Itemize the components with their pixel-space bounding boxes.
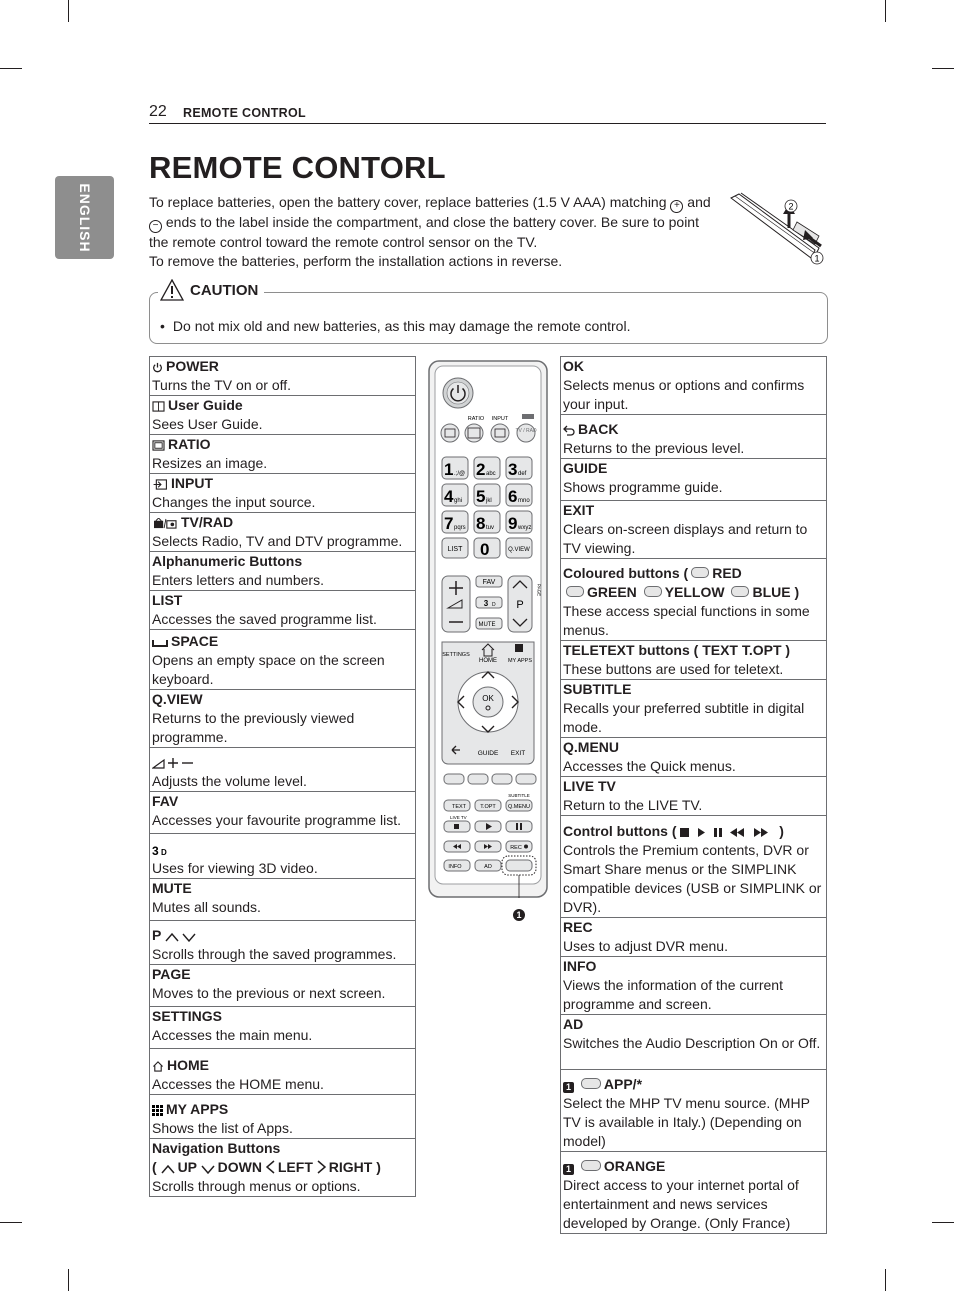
row-title: Control buttons ( — [563, 823, 677, 839]
nav-down-label: DOWN — [217, 1159, 262, 1175]
svg-text:D: D — [492, 602, 496, 608]
row-desc: Returns to the previously viewed programme. — [152, 710, 355, 745]
battery-cover-illustration — [727, 192, 827, 266]
row-title: P — [152, 927, 162, 943]
table-row — [561, 957, 827, 1015]
remote-key-letters: abc — [486, 471, 496, 477]
table-row — [150, 396, 416, 435]
table-row — [561, 641, 827, 680]
table-row — [150, 921, 416, 965]
row-desc: Resizes an image. — [152, 455, 268, 471]
table-row: Control buttons ( ) Controls the Premium contents, DVR or Smart Share menus or the SIMPLINK compatible devices (USB or SIMPLINK or DVR). — [561, 816, 827, 918]
remote-label-rec: REC — [510, 845, 522, 851]
remote-label-exit: EXIT — [510, 750, 526, 757]
row-title: POWER — [166, 358, 219, 374]
row-desc: Accesses the main menu. — [152, 1027, 313, 1043]
power-icon — [152, 362, 163, 373]
table-row — [561, 1015, 827, 1070]
remote-label-mute: MUTE — [478, 622, 496, 628]
row-desc: Selects Radio, TV and DTV programme. — [152, 533, 403, 549]
remote-label-myapps: MY APPS — [507, 658, 533, 664]
table-row — [561, 559, 827, 641]
row-desc: Enters letters and numbers. — [152, 572, 324, 588]
remote-control-illustration — [428, 360, 548, 898]
back-arrow-icon — [563, 425, 575, 436]
row-desc: Views the information of the current programme and screen. — [563, 977, 783, 1012]
row-desc: Sees User Guide. — [152, 416, 263, 432]
note-marker: 1 — [563, 1164, 574, 1175]
yellow-label: YELLOW — [664, 584, 725, 600]
table-row — [150, 552, 416, 591]
crop-mark — [885, 1269, 886, 1291]
remote-label-guide: GUIDE — [477, 750, 499, 757]
tv-radio-icon — [152, 518, 178, 529]
remote-label-ad: AD — [484, 864, 492, 870]
table-row — [150, 1049, 416, 1095]
chevron-left-icon — [266, 1160, 275, 1174]
row-title: SPACE — [171, 633, 219, 649]
intro-paragraph: To remove the batteries, perform the installation actions in reverse. — [149, 253, 563, 269]
table-row — [561, 415, 827, 459]
book-icon — [152, 401, 165, 412]
remote-key-letters: pqrs — [454, 525, 466, 531]
blue-label: BLUE ) — [752, 584, 800, 600]
remote-key-digit: 3 — [508, 460, 518, 479]
intro-text-part: and — [683, 194, 711, 210]
row-desc: Turns the TV on or off. — [152, 377, 292, 393]
row-desc: Returns to the previous level. — [563, 440, 745, 456]
svg-text:3: 3 — [483, 599, 489, 608]
row-title: LIVE TV — [563, 778, 616, 794]
remote-label-tvrad: TV / RAD — [515, 428, 537, 434]
remote-key-letters: mno — [518, 498, 530, 504]
input-icon — [152, 479, 168, 490]
nav-buttons-line: ( UP DOWN LEFT RIGHT ) — [152, 1159, 381, 1175]
table-row — [150, 357, 416, 396]
row-desc: Opens an empty space on the screen keyboard. — [152, 652, 385, 687]
row-desc: Shows the list of Apps. — [152, 1120, 293, 1136]
remote-label-page: PAGE — [536, 583, 542, 597]
row-desc: Select the MHP TV menu source. (MHP TV is available in Italy.) (Depending on model) — [563, 1095, 810, 1149]
row-title: INFO — [563, 958, 597, 974]
row-title: APP/ — [603, 1076, 637, 1092]
row-desc: Scrolls through menus or options. — [152, 1178, 361, 1194]
green-label: GREEN — [587, 584, 637, 600]
row-desc: Uses to adjust DVR menu. — [563, 938, 728, 954]
red-button-icon — [691, 567, 709, 578]
row-title: EXIT — [563, 502, 595, 518]
minus-icon: − — [149, 220, 162, 233]
row-desc: Changes the input source. — [152, 494, 316, 510]
language-label: ENGLISH — [76, 182, 93, 253]
intro-paragraph — [149, 193, 714, 252]
ratio-icon — [152, 440, 165, 451]
remote-key-letters: jkl — [486, 498, 492, 504]
remote-key-letters: .;/@ — [454, 471, 466, 477]
table-row — [150, 1007, 416, 1049]
remote-label-topt: T.OPT — [480, 804, 496, 810]
remote-key-digit: 6 — [508, 487, 518, 506]
remote-label-fav: FAV — [482, 579, 496, 586]
row-desc: Moves to the previous or next screen. — [152, 985, 386, 1001]
remote-label-info: INFO — [448, 864, 462, 870]
figure-label-1: 1 — [814, 253, 820, 264]
intro-text-part: ends to the label inside the compartment, and close the battery cover. Be sure to point the remote control toward the remote control sensor on the TV. — [149, 214, 699, 250]
note-marker: 1 — [563, 1082, 574, 1093]
remote-key-digit: 9 — [508, 514, 518, 533]
row-title: GUIDE — [563, 460, 608, 476]
right-function-table — [560, 356, 827, 1234]
remote-key-digit: 4 — [444, 487, 454, 506]
remote-label-ok: OK — [482, 694, 494, 703]
playback-controls-icon — [680, 827, 772, 838]
warning-triangle-icon — [160, 279, 184, 301]
nav-right-label: RIGHT — [328, 1159, 373, 1175]
row-desc: Accesses your favourite programme list. — [152, 812, 401, 828]
remote-key-digit: 8 — [476, 514, 486, 533]
row-desc: Controls the Premium contents, DVR or Smart Share menus or the SIMPLINK compatible devices (USB or SIMPLINK or DVR). — [563, 842, 822, 915]
remote-key-letters: def — [518, 471, 527, 477]
table-row — [150, 834, 416, 879]
row-title: Coloured buttons ( — [563, 565, 689, 581]
table-row — [561, 357, 827, 415]
row-title: Navigation Buttons — [152, 1140, 281, 1156]
remote-label-subtitle: SUBTITLE — [508, 793, 530, 798]
row-title: MUTE — [152, 880, 192, 896]
crop-mark — [68, 0, 69, 22]
row-title: ORANGE — [603, 1158, 666, 1174]
page-title: REMOTE CONTORL — [149, 150, 446, 185]
remote-key-digit: 1 — [444, 460, 454, 479]
row-desc: Direct access to your internet portal of entertainment and news services developed by Orange. (Only France) — [563, 1177, 799, 1231]
crop-mark — [932, 68, 954, 69]
row-desc: Recalls your preferred subtitle in digital mode. — [563, 700, 805, 735]
intro-text-part: To replace batteries, open the battery cover, replace batteries (1.5 V AAA) matching — [149, 194, 671, 210]
row-title: SUBTITLE — [563, 681, 632, 697]
caution-title: CAUTION — [190, 281, 259, 299]
remote-label-settings: SETTINGS — [442, 652, 470, 658]
row-title: INPUT — [171, 475, 213, 491]
space-icon — [152, 639, 168, 648]
apps-grid-icon — [152, 1105, 163, 1116]
row-title: HOME — [167, 1057, 209, 1073]
row-desc: Switches the Audio Description On or Off. — [563, 1035, 821, 1051]
table-row — [561, 738, 827, 777]
row-title: Alphanumeric Buttons — [152, 553, 303, 569]
row-title: TELETEXT buttons ( TEXT T.OPT ) — [563, 642, 791, 658]
table-row — [150, 474, 416, 513]
table-row — [561, 777, 827, 816]
caution-header — [158, 279, 264, 301]
table-row — [150, 965, 416, 1007]
remote-label-qmenu: Q.MENU — [508, 804, 530, 810]
remote-key-digit: 7 — [444, 514, 454, 533]
table-row — [150, 690, 416, 748]
remote-label-text: TEXT — [451, 804, 467, 810]
app-button-icon — [581, 1078, 601, 1089]
nav-left-label: LEFT — [277, 1159, 313, 1175]
remote-key-digit: 2 — [476, 460, 486, 479]
chevron-up-down-icon — [165, 932, 197, 942]
row-title: Q.VIEW — [152, 691, 203, 707]
row-desc: These access special functions in some menus. — [563, 603, 810, 638]
caution-box — [149, 281, 828, 344]
yellow-button-icon — [644, 586, 662, 597]
table-row — [561, 680, 827, 738]
remote-label-p: P — [516, 599, 524, 611]
row-title: User Guide — [168, 397, 243, 413]
row-desc: Clears on-screen displays and return to TV viewing. — [563, 521, 808, 556]
row-desc: Uses for viewing 3D video. — [152, 860, 318, 876]
remote-label-home: HOME — [479, 658, 497, 664]
table-row — [561, 1070, 827, 1152]
row-title: LIST — [152, 592, 183, 608]
crop-mark — [932, 1222, 954, 1223]
figure-label-2: 2 — [788, 201, 794, 212]
row-desc: Adjusts the volume level. — [152, 773, 307, 789]
chevron-up-icon — [161, 1165, 175, 1174]
green-button-icon — [566, 586, 584, 597]
table-row — [150, 1139, 416, 1197]
remote-key-letters: tuv — [486, 525, 495, 531]
row-title: PAGE — [152, 966, 191, 982]
row-desc: Accesses the saved programme list. — [152, 611, 377, 627]
row-title: RATIO — [168, 436, 211, 452]
nav-up-label: UP — [177, 1159, 197, 1175]
row-title: MY APPS — [166, 1101, 229, 1117]
chevron-right-icon — [317, 1160, 326, 1174]
chevron-down-icon — [201, 1165, 215, 1174]
row-title: BACK — [578, 421, 619, 437]
home-icon — [152, 1061, 164, 1072]
crop-mark — [0, 68, 22, 69]
number-keypad — [442, 457, 532, 533]
volume-icon — [152, 757, 194, 769]
row-title: REC — [563, 919, 593, 935]
crop-mark — [885, 0, 886, 22]
row-desc: Return to the LIVE TV. — [563, 797, 703, 813]
table-row — [150, 513, 416, 552]
remote-callout-1: 1 — [513, 909, 525, 921]
table-row — [561, 459, 827, 501]
page-header — [149, 101, 826, 124]
section-title: REMOTE CONTROL — [183, 106, 306, 120]
row-desc: These buttons are used for teletext. — [563, 661, 784, 677]
page-number: 22 — [149, 103, 167, 120]
plus-icon: + — [670, 200, 683, 213]
left-function-table — [149, 356, 416, 1197]
row-desc: Mutes all sounds. — [152, 899, 261, 915]
table-row — [150, 435, 416, 474]
app-star: * — [636, 1076, 643, 1092]
table-row — [561, 918, 827, 957]
crop-mark — [68, 1269, 69, 1291]
language-tab — [55, 176, 114, 259]
table-row — [150, 748, 416, 792]
table-row — [150, 879, 416, 921]
table-row — [150, 792, 416, 834]
caution-text: • Do not mix old and new batteries, as this may damage the remote control. — [160, 318, 630, 334]
table-row — [561, 501, 827, 559]
table-row — [150, 591, 416, 630]
orange-button-icon — [581, 1160, 601, 1171]
row-title: Q.MENU — [563, 739, 619, 755]
svg-text:D: D — [161, 848, 167, 856]
3d-icon — [152, 844, 172, 856]
remote-label-list: LIST — [447, 546, 463, 553]
row-desc: Accesses the HOME menu. — [152, 1076, 324, 1092]
remote-key-letters: wxyz — [518, 525, 532, 531]
remote-label-ratio: RATIO — [467, 416, 485, 422]
remote-key-letters: ghi — [454, 498, 463, 504]
svg-text:3: 3 — [152, 844, 159, 856]
remote-label-input: INPUT — [491, 416, 509, 422]
row-desc: Shows programme guide. — [563, 479, 723, 495]
red-label: RED — [712, 565, 742, 581]
remote-label-livetv: LIVE TV — [450, 815, 467, 820]
row-title: SETTINGS — [152, 1008, 223, 1024]
row-desc: Accesses the Quick menus. — [563, 758, 736, 774]
blue-button-icon — [731, 586, 749, 597]
row-title: OK — [563, 358, 584, 374]
row-title: TV/RAD — [181, 514, 234, 530]
remote-label-zero: 0 — [480, 540, 490, 559]
row-desc: Selects menus or options and confirms your input. — [563, 377, 805, 412]
table-row — [150, 630, 416, 690]
crop-mark — [0, 1222, 22, 1223]
row-title: AD — [563, 1016, 584, 1032]
row-title: FAV — [152, 793, 179, 809]
table-row — [150, 1095, 416, 1139]
remote-key-digit: 5 — [476, 487, 486, 506]
table-row — [561, 1152, 827, 1234]
intro-text — [149, 193, 714, 271]
remote-label-qview: Q.VIEW — [508, 547, 530, 553]
row-desc: Scrolls through the saved programmes. — [152, 946, 397, 962]
